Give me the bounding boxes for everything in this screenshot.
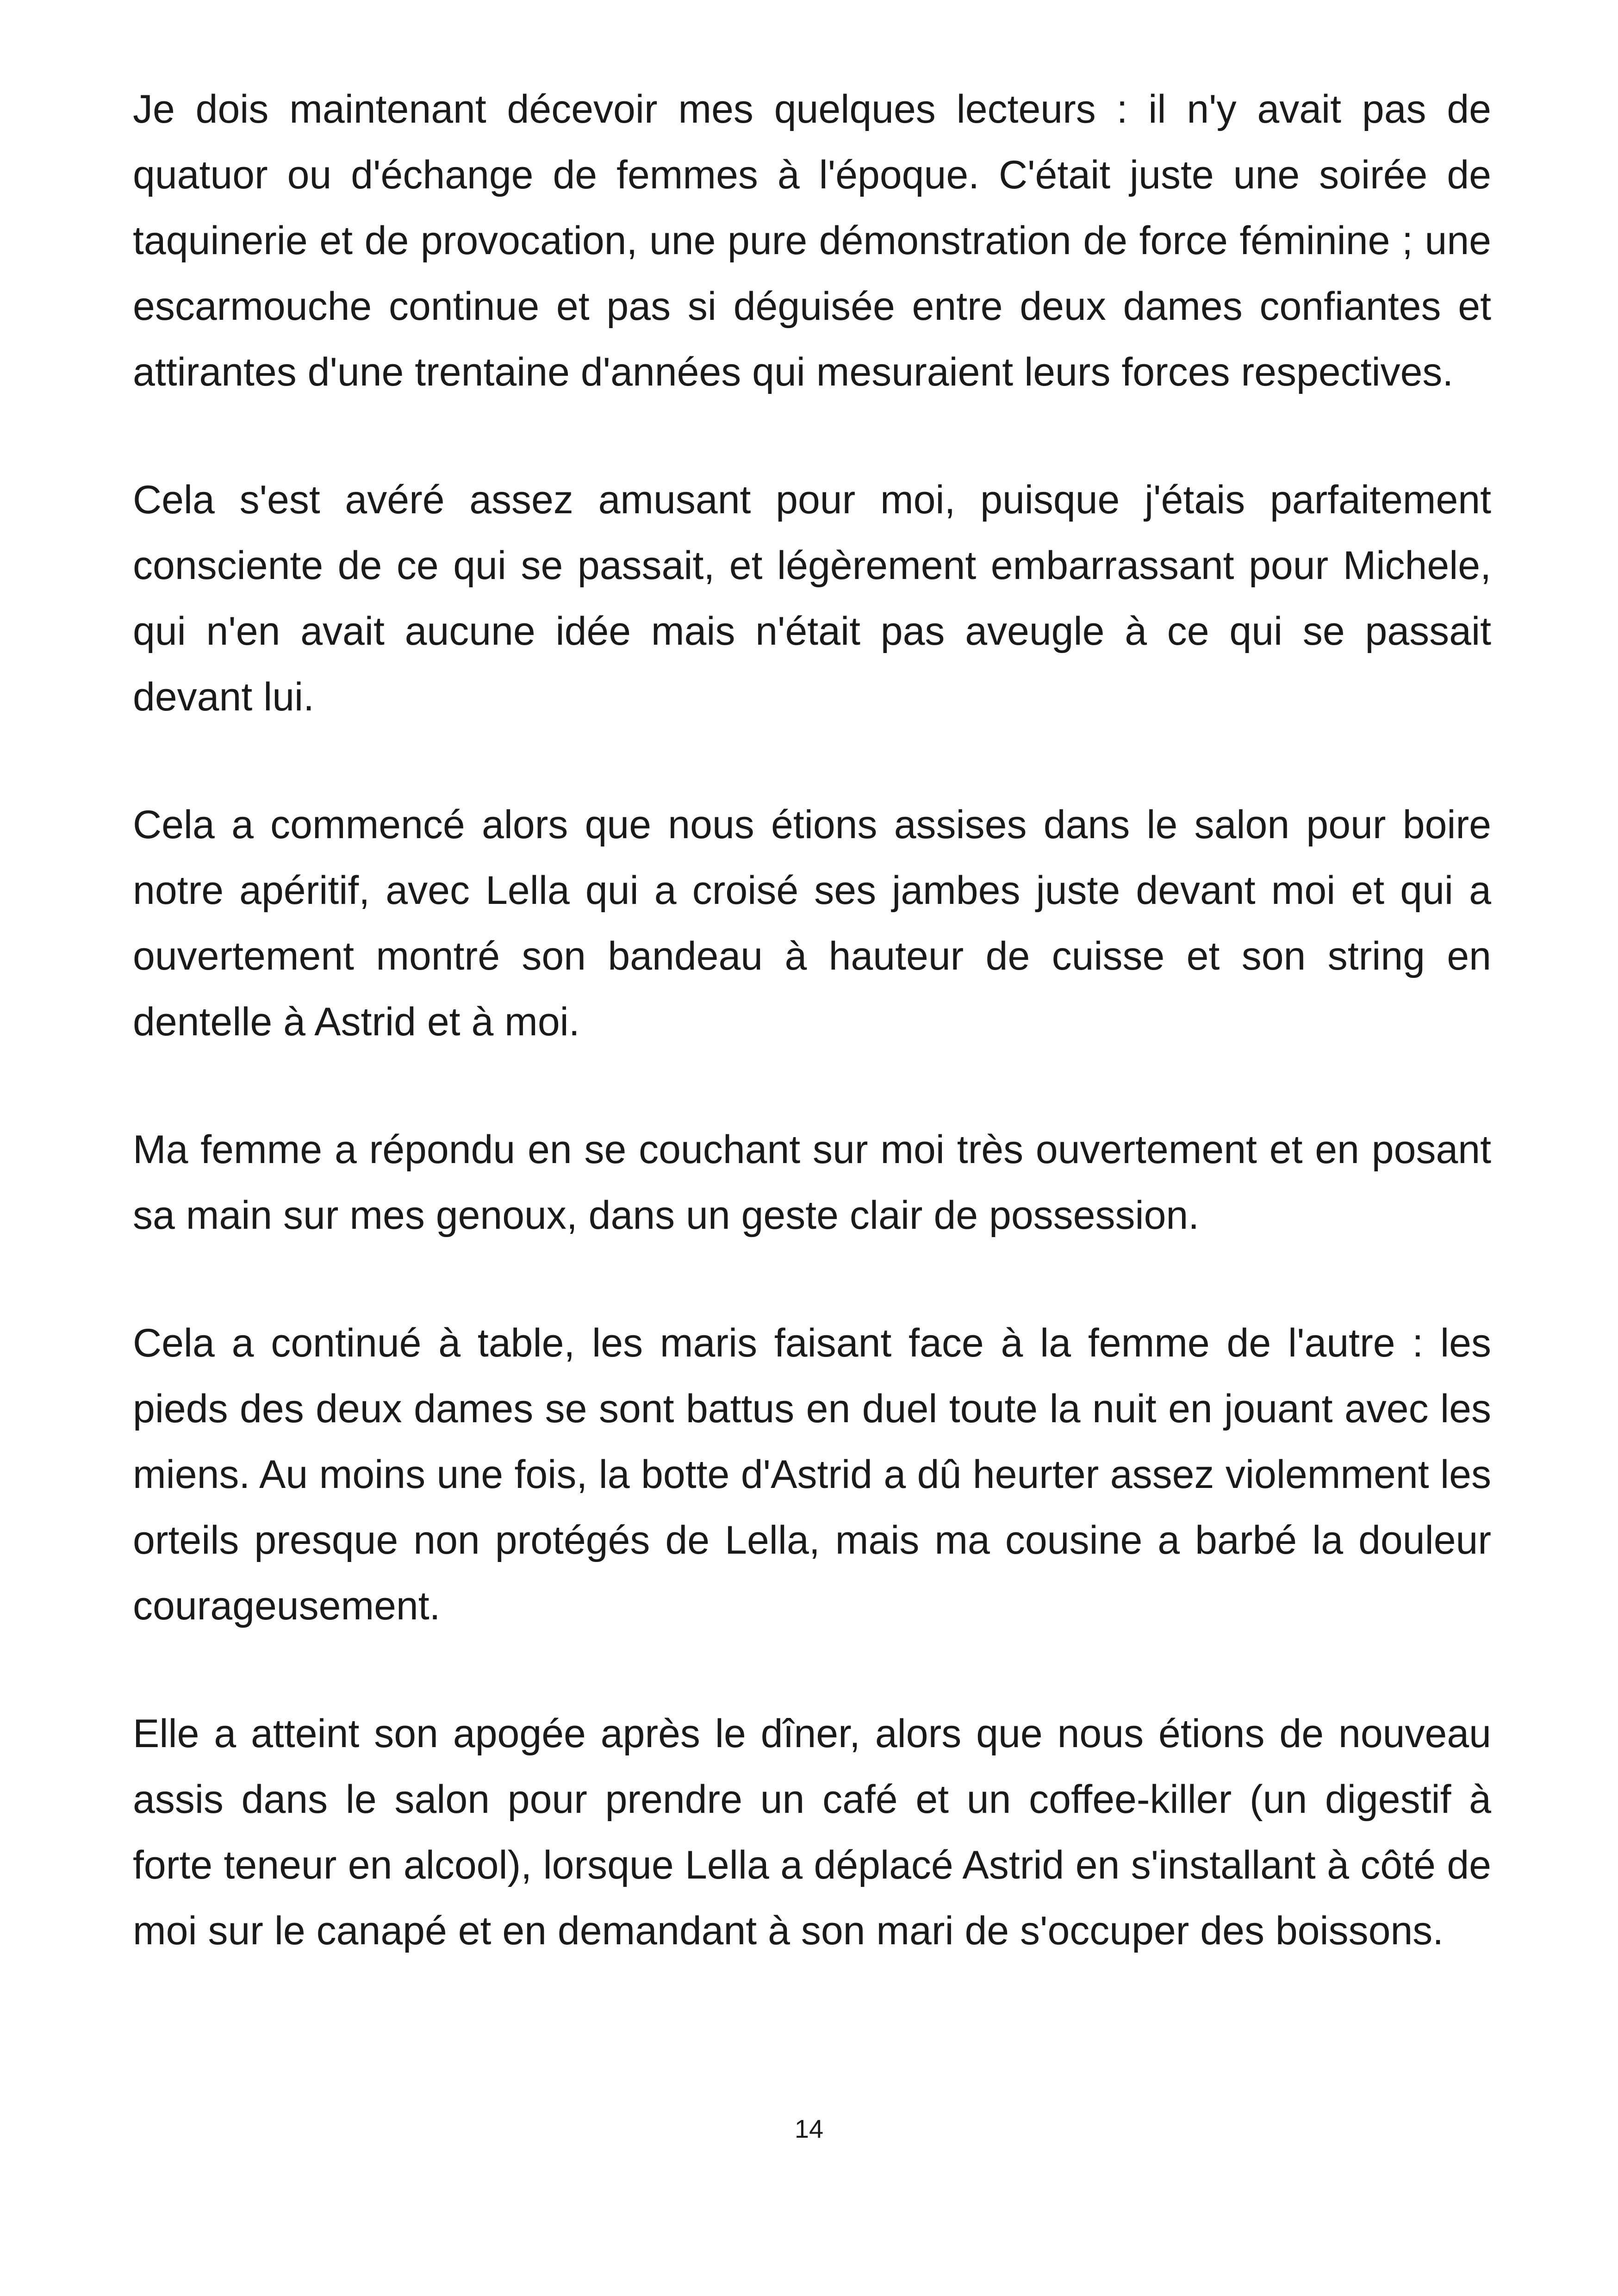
page-number: 14 — [794, 2114, 824, 2143]
paragraph: Je dois maintenant décevoir mes quelques lecteurs : il n'y avait pas de quatuor ou d'échange de femmes à l'époque. C'était juste une soirée de taquinerie et de provocation, une pure démonstration de force féminine ; une escarmouche continue et pas si déguisée entre deux dames confiantes et attirantes d'une trentaine d'années qui mesuraient leurs forces respectives. — [133, 87, 1491, 394]
page-body — [133, 76, 1491, 2026]
paragraph: Cela a continué à table, les maris faisant face à la femme de l'autre : les pieds des deux dames se sont battus en duel toute la nuit en jouant avec les miens. Au moins une fois, la botte d'Astrid a dû heurter assez violemment les orteils presque non protégés de Lella, mais ma cousine a barbé la douleur courageusement. — [133, 1321, 1491, 1628]
paragraph: Ma femme a répondu en se couchant sur moi très ouvertement et en posant sa main sur mes genoux, dans un geste clair de possession. — [133, 1127, 1491, 1238]
paragraph: Cela a commencé alors que nous étions assises dans le salon pour boire notre apéritif, avec Lella qui a croisé ses jambes juste devant moi et qui a ouvertement montré son bandeau à hauteur de cuisse et son string en dentelle à Astrid et à moi. — [133, 803, 1491, 1044]
paragraph: Elle a atteint son apogée après le dîner, alors que nous étions de nouveau assis dans le salon pour prendre un café et un coffee-killer (un digestif à forte teneur en alcool), lorsque Lella a déplacé Astrid en s'installant à côté de moi sur le canapé et en demandant à son mari de s'occuper des boissons. — [133, 1711, 1491, 1953]
paragraph: Cela s'est avéré assez amusant pour moi, puisque j'étais parfaitement consciente de ce qui se passait, et légèrement embarrassant pour Michele, qui n'en avait aucune idée mais n'était pas aveugle à ce qui se passait devant lui. — [133, 478, 1491, 719]
